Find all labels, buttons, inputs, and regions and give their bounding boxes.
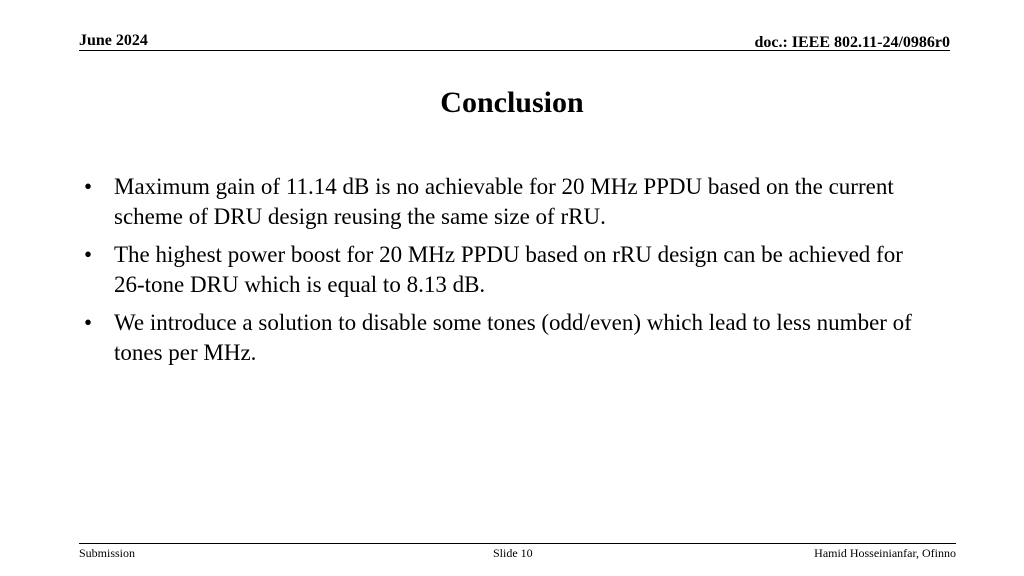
footer-author: Hamid Hosseinianfar, Ofinno xyxy=(814,546,956,560)
bullet-text: We introduce a solution to disable some tones (odd/even) which lead to less number of tones per MHz. xyxy=(114,310,912,365)
bullet-item xyxy=(84,308,934,368)
bullet-item xyxy=(84,240,934,300)
bullet-item xyxy=(84,172,934,232)
bullet-marker: • xyxy=(84,174,93,199)
bullet-list xyxy=(84,172,934,376)
footer-slide-number: Slide 10 xyxy=(493,546,533,560)
footer-submission: Submission xyxy=(79,546,136,560)
slide-title: Conclusion xyxy=(440,86,584,119)
bullet-marker: • xyxy=(84,242,93,267)
header-divider xyxy=(79,50,950,51)
bullet-marker: • xyxy=(84,310,93,335)
header-doc-id: doc.: IEEE 802.11-24/0986r0 xyxy=(754,34,950,51)
bullet-text: Maximum gain of 11.14 dB is no achievable for 20 MHz PPDU based on the current scheme of DRU design reusing the same size of rRU. xyxy=(114,174,894,229)
header-date: June 2024 xyxy=(79,32,148,49)
bullet-text: The highest power boost for 20 MHz PPDU based on rRU design can be achieved for 26-tone DRU which is equal to 8.13 dB. xyxy=(114,242,903,297)
footer-divider xyxy=(79,543,956,544)
